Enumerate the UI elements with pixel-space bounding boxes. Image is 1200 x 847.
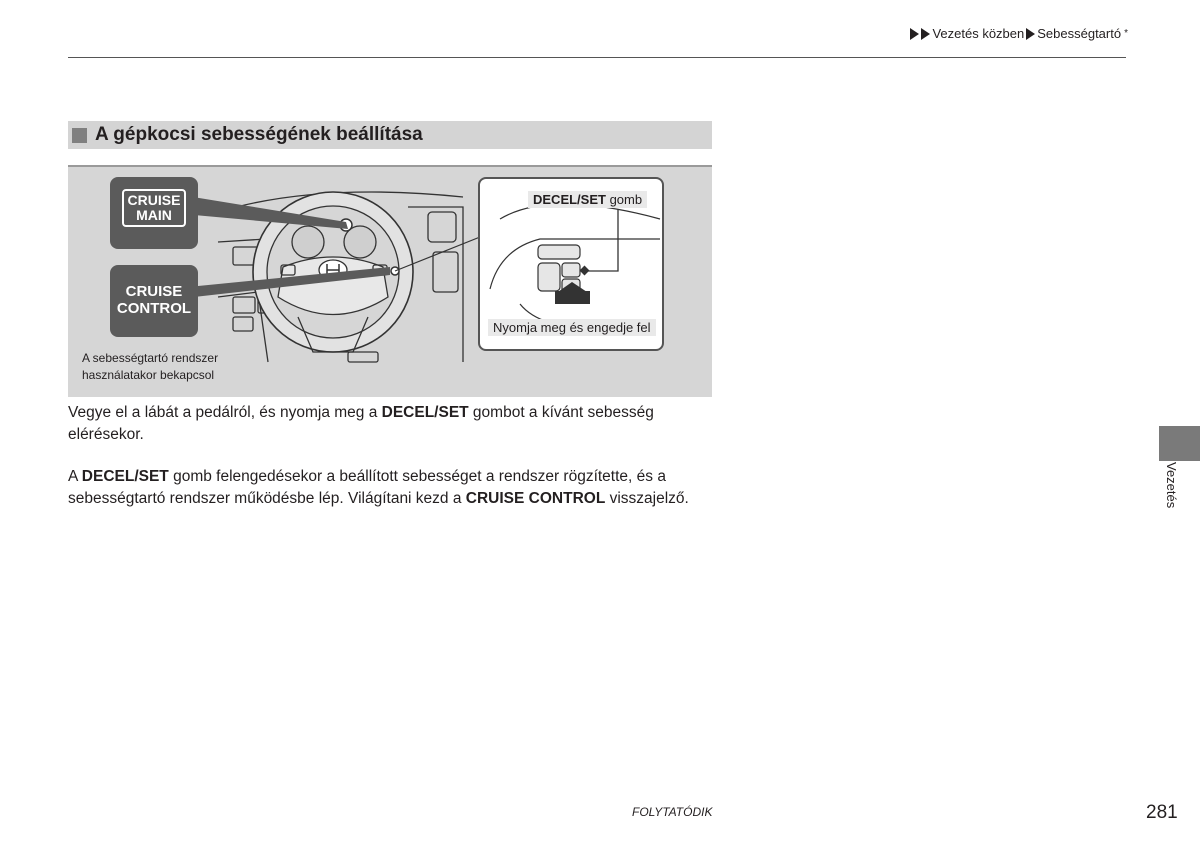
square-bullet-icon xyxy=(72,128,87,143)
decel-set-label xyxy=(528,191,647,208)
cruise-main-line2: MAIN xyxy=(136,207,172,223)
figure-caption xyxy=(82,350,218,384)
section-heading xyxy=(68,121,712,149)
cruise-main-button-label xyxy=(110,177,198,249)
para1-bold: DECEL/SET xyxy=(381,404,469,421)
para2-bold1: DECEL/SET xyxy=(81,468,169,485)
steering-wheel-figure xyxy=(68,165,712,397)
para2-bold2: CRUISE CONTROL xyxy=(465,490,606,507)
page-number: 281 xyxy=(1146,802,1178,823)
cruise-control-line2: CONTROL xyxy=(116,300,192,317)
triangle-right-icon xyxy=(1026,28,1035,40)
continued-note: FOLYTATÓDIK xyxy=(632,805,713,819)
cruise-main-line1: CRUISE xyxy=(127,192,181,208)
caption-line2: használatakor bekapcsol xyxy=(82,368,215,382)
paragraph-2 xyxy=(68,466,708,510)
para2-post: visszajelző. xyxy=(605,490,689,507)
breadcrumb-part2[interactable]: Sebességtartó xyxy=(1037,26,1122,41)
para2-mid: gomb felengedésekor a beállított sebességet a rendszer rögzítette, és a sebességtartó rendszer működésbe lép. Világítani kezd a xyxy=(68,468,666,507)
chapter-tab[interactable] xyxy=(1159,426,1200,461)
asterisk-mark: * xyxy=(1124,28,1128,39)
triangle-right-icon xyxy=(910,28,919,40)
decel-set-bold: DECEL/SET xyxy=(533,192,606,207)
caption-line1: A sebességtartó rendszer xyxy=(82,351,219,365)
breadcrumb xyxy=(910,26,1128,41)
cruise-control-line1: CRUISE xyxy=(125,283,183,300)
paragraph-1 xyxy=(68,402,708,446)
triangle-right-icon xyxy=(921,28,930,40)
decel-set-rest: gomb xyxy=(605,192,643,207)
para2-pre: A xyxy=(68,468,82,485)
para1-pre: Vegye el a lábát a pedálról, és nyomja meg a xyxy=(68,404,382,421)
steering-button-inset xyxy=(478,177,664,351)
chapter-tab-label: Vezetés xyxy=(1164,462,1179,509)
press-release-label: Nyomja meg és engedje fel xyxy=(488,319,656,336)
breadcrumb-part1[interactable]: Vezetés közben xyxy=(932,26,1025,41)
para1-post: gombot a kívánt sebesség elérésekor. xyxy=(68,404,654,443)
section-title: A gépkocsi sebességének beállítása xyxy=(95,124,423,145)
top-divider xyxy=(68,57,1126,58)
cruise-control-indicator-label xyxy=(110,265,198,337)
